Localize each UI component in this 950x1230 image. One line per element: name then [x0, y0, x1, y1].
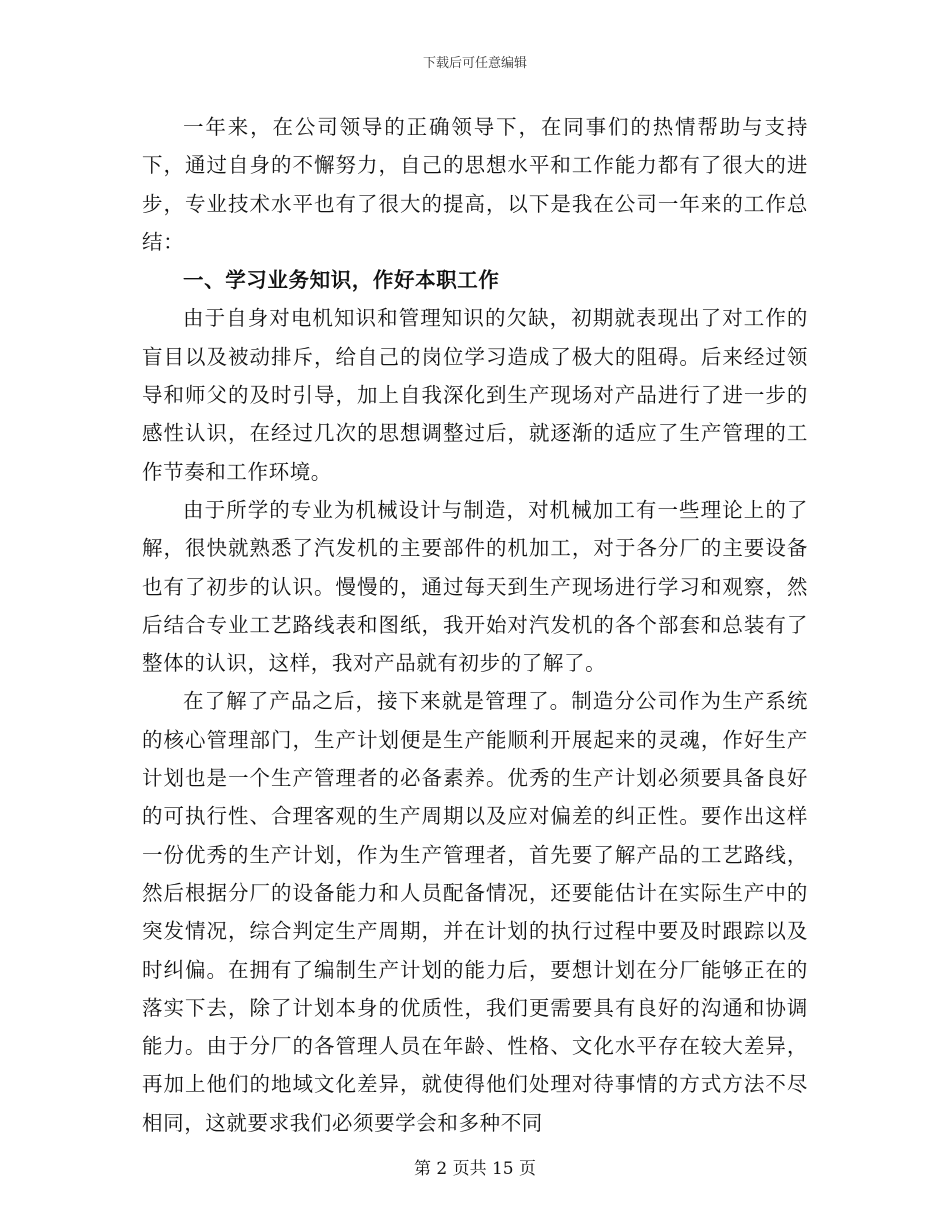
intro-paragraph: 一年来，在公司领导的正确领导下，在同事们的热情帮助与支持下，通过自身的不懈努力，自己的思想水平和工作能力都有了很大的进步，专业技术水平也有了很大的提高，以下是我在公司一年来的工作总结：: [142, 115, 808, 254]
page-number: 第 2 页共 15 页: [413, 1159, 537, 1179]
section-heading: 一、学习业务知识，作好本职工作: [183, 268, 500, 293]
page-header: 下载后可任意编辑: [422, 56, 527, 71]
paragraph-3: 在了解了产品之后，接下来就是管理了。制造分公司作为生产系统的核心管理部门，生产计划便是生产能顺利开展起来的灵魂，作好生产计划也是一个生产管理者的必备素养。优秀的生产计划必须要具备良好的可执行性、合理客观的生产周期以及应对偏差的纠正性。要作出这样一份优秀的生产计划，作为生产管理者，首先要了解产品的工艺路线，然后根据分厂的设备能力和人员配备情况，还要能估计在实际生产中的突发情况，综合判定生产周期，并在计划的执行过程中要及时跟踪以及时纠偏。在拥有了编制生产计划的能力后，要想计划在分厂能够正在的落实下去，除了计划本身的优质性，我们更需要具有良好的沟通和协调能力。由于分厂的各管理人员在年龄、性格、文化水平存在较大差异，再加上他们的地域文化差异，就使得他们处理对待事情的方式方法不尽相同，这就要求我们必须要学会和多种不同: [142, 689, 808, 1135]
document-body: [142, 108, 808, 1142]
paragraph-2: 由于所学的专业为机械设计与制造，对机械加工有一些理论上的了解，很快就熟悉了汽发机的主要部件的机加工，对于各分厂的主要设备也有了初步的认识。慢慢的，通过每天到生产现场进行学习和观察，然后结合专业工艺路线表和图纸，我开始对汽发机的各个部套和总装有了整体的认识，这样，我对产品就有初步的了解了。: [142, 497, 808, 676]
paragraph-1: 由于自身对电机知识和管理知识的欠缺，初期就表现出了对工作的盲目以及被动排斥，给自己的岗位学习造成了极大的阻碍。后来经过领导和师父的及时引导，加上自我深化到生产现场对产品进行了进一步的感性认识，在经过几次的思想调整过后，就逐渐的适应了生产管理的工作节奏和工作环境。: [142, 306, 808, 484]
